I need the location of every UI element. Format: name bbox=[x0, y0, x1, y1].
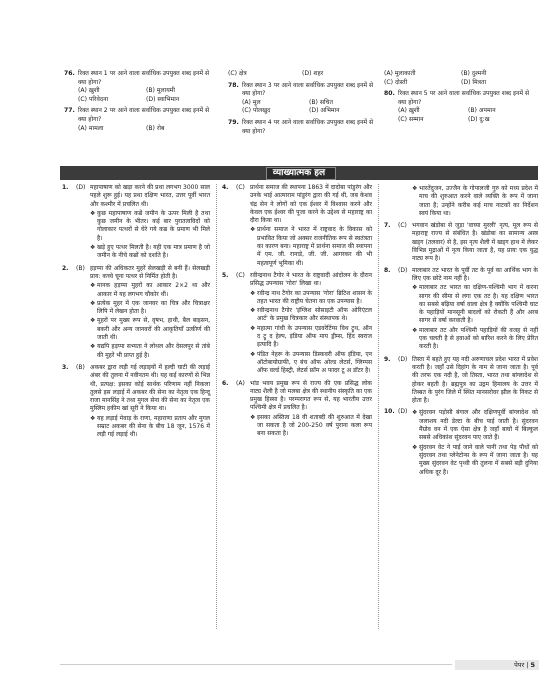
answer-number: 7. bbox=[384, 222, 391, 230]
question-text: रिक्त स्थान 4 पर आने वाला सर्वाधिक उपयुक्त शब्द इनमें से क्या होगा? bbox=[242, 118, 374, 135]
answer-body bbox=[412, 267, 538, 353]
option: (C) क्षेत्र bbox=[228, 70, 247, 77]
bullet-point bbox=[90, 415, 210, 440]
bullet-point bbox=[90, 282, 210, 299]
section-title: व्याख्यात्मक हल bbox=[272, 168, 326, 178]
option: (D) मित्रता bbox=[461, 78, 487, 86]
answer-body bbox=[250, 184, 372, 269]
question-79 bbox=[228, 119, 376, 136]
bullet-icon: ❖ bbox=[250, 289, 256, 297]
answer-number: 10. bbox=[384, 408, 395, 416]
bullet-point bbox=[90, 317, 210, 342]
question-77-continued bbox=[228, 70, 376, 79]
answer-item bbox=[222, 184, 372, 269]
footer-label: पेपर bbox=[514, 661, 525, 669]
bullet-point bbox=[90, 343, 210, 360]
answer-number: 2. bbox=[62, 264, 69, 272]
answer-item bbox=[62, 364, 210, 441]
answer-number: 6. bbox=[222, 379, 229, 387]
answer-text: महापाषाण को खड़ा करने की प्रथा लगभग 3000 साल पहले शुरू हुई। यह प्रथा दक्षिण भारत, उत्तर पूर्वी भारत और कश्मीर में प्रचलित थी। bbox=[90, 184, 210, 208]
question-text: रिक्त स्थान 2 पर आने वाला सर्वाधिक उपयुक्त शब्द इनमें से क्या होगा? bbox=[78, 107, 210, 123]
bullet-icon: ❖ bbox=[90, 299, 96, 307]
question-text: रिक्त स्थान 1 पर आने वाला सर्वाधिक उपयुक्त शब्द इनमें से क्या होगा? bbox=[78, 70, 210, 86]
bullet-icon: ❖ bbox=[90, 343, 96, 351]
option: (D) शहर bbox=[302, 70, 324, 77]
answer-item bbox=[384, 408, 538, 477]
question-number: 80. bbox=[384, 90, 395, 98]
option: (A) ख़ुशी bbox=[398, 107, 420, 115]
bullet-point bbox=[250, 351, 372, 376]
answer-item bbox=[62, 184, 210, 262]
question-80 bbox=[384, 90, 538, 124]
question-text: रिक्त स्थान 3 पर आने वाला सर्वाधिक उपयुक्त शब्द इनमें से क्या होगा? bbox=[242, 81, 374, 98]
bullet-text: कुछ महापाषाण कब्रें जमीन के ऊपर मिली है तथा कुछ जमीन के भीतर। कई बार पुरातत्वविदों को गोलाकार पत्थरों से घेरे गये कब्र के प्रमाण भी मिले है। bbox=[97, 209, 210, 242]
answer-text: भगवान खंडोबा से जुड़ा 'वाघ्या मुरली' नृत्य, मूल रूप से महाराष्ट्र राज्य से संबंधित है। खंडोबा का सामान्य अस्त्र खड्ग (तलवार) से है, इस नृत्य शैली में खड्ग हाथ में लेकर विभिन्न मुद्राओं में नृत्य किया जाता है, यह प्रायः एक युद्ध नाट्य रूप है। bbox=[412, 222, 538, 263]
bullet-icon: ❖ bbox=[250, 350, 256, 358]
answer-key: (D) bbox=[398, 266, 408, 274]
bullet-text: रवीन्द्रनाथ टैगोर 'इंग्लिश सोसाइटी ऑफ ओरिएंटल आर्ट' के प्रमुख चित्रकार और संस्थापक थे। bbox=[257, 307, 372, 323]
bullet-icon: ❖ bbox=[90, 414, 96, 422]
questions-column-1 bbox=[64, 70, 214, 136]
answer-item bbox=[384, 184, 538, 219]
bullet-icon: ❖ bbox=[412, 443, 418, 451]
answer-body bbox=[90, 265, 210, 361]
column-divider bbox=[216, 184, 217, 629]
answer-body bbox=[412, 222, 538, 263]
question-78 bbox=[228, 82, 376, 116]
answer-item bbox=[62, 265, 210, 361]
bullet-point bbox=[250, 307, 372, 324]
bullet-text: यह लड़ाई मेवाड़ के राणा, महाराणा प्रताप और मुगल सम्राट अकबर की सेना के बीच 18 जून, 1576 में लड़ी गई लड़ाई थी। bbox=[97, 414, 210, 439]
answer-number: 5. bbox=[222, 271, 229, 279]
answer-key: (D) bbox=[398, 355, 408, 363]
option: (D) स्वाभिमान bbox=[146, 95, 180, 103]
bullet-icon: ❖ bbox=[90, 244, 96, 252]
answer-text: प्रार्थना समाज की स्थापना 1863 में दादोबा पांडुरंग और उनके भाई आत्माराम पांडुरंग द्वारा की गई थी, जब केशव चंद्र सेन ने लोगों को एक ईश्वर में विश्वास करने और केवल एक ईश्वर की पूजा करने के उद्देश्य से महाराष्ट्र का दौरा किया था। bbox=[250, 184, 372, 225]
answer-body bbox=[90, 364, 210, 441]
answers-column-3 bbox=[384, 184, 538, 481]
bullet-text: मालाबार तट और पश्चिमी पहाड़ियों की वजह से नहीं एक चलती है से हवाओं को बारिश करने के लिए प्रेरित करती है। bbox=[419, 326, 538, 351]
answer-text: भांड भवय प्रमुख रूप से राज्य की एक प्रसिद्ध लोक नाट्य शैली है जो मलबा क्षेत्र की स्थानीय संस्कृति का एक प्रमुख हिस्सा है। परम्परागत रूप से, यह भारतीय उत्तर पश्चिमी क्षेत्र में प्रचलित है। bbox=[250, 379, 372, 412]
option: (D) अभिमान bbox=[309, 107, 340, 115]
bullet-point bbox=[90, 210, 210, 243]
option: (A) ख़ुशी bbox=[78, 87, 100, 95]
bullet-icon: ❖ bbox=[250, 324, 256, 332]
option: (B) मुलायमी bbox=[146, 87, 175, 95]
bullet-text: मानक हड़प्पा मुहरों का आकार 2×2 था और आकार में यह लगभग चौकोर थी। bbox=[97, 282, 210, 298]
bullet-icon: ❖ bbox=[90, 282, 96, 290]
answer-number: 8. bbox=[384, 266, 391, 274]
answer-key: (C) bbox=[236, 184, 245, 191]
answer-text: तिस्ता में बहते हुए यह नदी अरुणाचल प्रदेश भारत में प्रवेश करती है। जहाँ उसे दिहांग के नाम से जाना जाता है। पूर्व की तरफ एक नदी है, जो तिस्ता, भारत तथा बांग्लादेश से होकर बहती है। ब्रह्मपुत्र का उद्गम हिमालय के उत्तर में तिब्बत के पुरंग जिले में स्थित मानसरोवर झील के निकट से होता है। bbox=[412, 355, 538, 405]
answer-key: (B) bbox=[76, 363, 85, 371]
bullet-icon: ❖ bbox=[412, 284, 418, 292]
answers-column-2 bbox=[222, 184, 372, 443]
option: (A) मामला bbox=[78, 124, 104, 132]
answer-item bbox=[384, 356, 538, 406]
answer-body bbox=[412, 356, 538, 406]
bullet-text: सुंदरवन वेट ने पाई जाने वाले पानी तथा पेड़ पौधों को सुंदरवन तथा प्लेनेटोन्स के रूप में जाना जाता है। यह मुख्य सुंदरवन वेट पृथ्वी की तुलना में सबसे बड़ी दुनिया अधिक दूर है। bbox=[419, 443, 538, 476]
answer-text: मालाबार तट भारत के पूर्वी तट के पूर्व का आर्थिक भाग के लिए एक छोटे नाम नहीं है। bbox=[412, 266, 538, 282]
bullet-point bbox=[90, 244, 210, 261]
answer-body bbox=[90, 184, 210, 262]
bullet-text: पंडित नेहरू के उपन्यास डिस्कवरी ऑफ इंडिया, एन ऑटोबायोग्राफी, ए बंच ऑफ ओल्ड लेटर्स, ग्लिम्पस ऑफ वर्ल्ड हिस्ट्री, लेटर्स फ्रॉम अ फादर टू अ डॉटर है। bbox=[257, 350, 372, 375]
answer-item bbox=[222, 380, 372, 440]
answer-body bbox=[250, 380, 372, 440]
answer-text: हड़प्पा की अधिकतर मुहरें सेलखड़ी से बनी हैं। सेलखड़ी प्राय: कच्चे चूना पत्थर से निर्मित होती है। bbox=[90, 264, 210, 280]
option: (B) दुश्मनी bbox=[461, 70, 487, 77]
question-number: 76. bbox=[64, 70, 75, 77]
answer-number: 1. bbox=[62, 184, 69, 191]
option: (B) अपमान bbox=[468, 107, 496, 115]
bullet-icon: ❖ bbox=[250, 307, 256, 315]
answer-key: (A) bbox=[236, 379, 245, 387]
answer-text: अकबर द्वारा लड़ी गई लड़ाइयों में हल्दी घाटी की लड़ाई अंबर की तुलना में नवीनतम थी। यह कई कारणों से भिन्न थी, प्रत्यक्ष: इसका कोई सार्थक परिणाम नहीं निकला तुलसे इस लड़ाई में अकबर की सेना का नेतृत्व एक हिन्दू राजा मानसिंह ने तथा मुगल सेना की सेना का नेतृत्व एक मुस्लिम हकीम खां सूरी ने किया था। bbox=[90, 363, 210, 413]
column-divider bbox=[378, 184, 379, 629]
option: (C) दोस्ती bbox=[384, 78, 408, 86]
bullet-point bbox=[250, 226, 372, 267]
bullet-text: इसका अस्तित्व 18 वी शताब्दी की शुरुआत में देखा जा सकता है जो 200-250 वर्ष पुराना कला रूप बना सकता है। bbox=[257, 413, 372, 438]
bullet-text: रवीन्द्र नाथ टैगोर का उपन्यास 'गोरा' ब्रिटिश शासन के तहत भारत की राष्ट्रीय चेतना का एक उपन्यास है। bbox=[257, 289, 372, 305]
answer-key: (C) bbox=[236, 271, 245, 279]
option: (B) सचित bbox=[309, 98, 333, 106]
bullet-text: प्रत्येक मुहर में एक जानवर का चित्र और चित्राक्षर लिपि में लेखन होता है। bbox=[97, 299, 210, 316]
question-number: 79. bbox=[228, 118, 239, 126]
footer-rule bbox=[60, 664, 452, 665]
bullet-point bbox=[412, 409, 538, 442]
answer-text: रवीन्द्रनाथ टैगोर ने भारत के राष्ट्रवादी आंदोलन के दौरान प्रसिद्ध उपन्यास 'गोरा' लिखा था। bbox=[250, 271, 372, 288]
bullet-icon: ❖ bbox=[250, 413, 256, 421]
option: (C) सम्मान bbox=[398, 115, 424, 123]
answer-item bbox=[384, 267, 538, 353]
answer-key bbox=[398, 184, 412, 219]
question-number: 77. bbox=[64, 107, 75, 115]
bullet-text: प्रार्थना समाज ने भारत में राष्ट्रवाद के विकास को प्रभावित किया जो अक्सर राजनीतिक रूप से स्वतंत्रता का कारण बना। महाराष्ट्र में प्रार्थना समाज की स्थापना में एम. जी. रानाडे, जी. जी. आगरकर की भी महत्वपूर्ण भूमिका थी। bbox=[257, 226, 372, 267]
questions-column-3 bbox=[384, 70, 538, 128]
answer-key: (B) bbox=[76, 264, 85, 272]
bullet-icon: ❖ bbox=[412, 409, 418, 417]
answer-body bbox=[412, 408, 538, 477]
option: (B) रोब bbox=[146, 124, 165, 132]
bullet-point bbox=[412, 284, 538, 325]
bullet-point bbox=[250, 325, 372, 350]
bullet-icon: ❖ bbox=[250, 226, 256, 234]
answer-body bbox=[250, 272, 372, 377]
answer-number: 9. bbox=[384, 355, 391, 363]
question-text: रिक्त स्थान 5 पर आने वाला सर्वाधिक उपयुक्त शब्द इनमें से क्या होगा? bbox=[398, 90, 530, 106]
bullet-point bbox=[250, 290, 372, 307]
bullet-text: मुहरों पर मुख्य रूप से, वृषभ, हाथी, बैल बाइसन, बकरी और अन्य जानवरों की आकृतियाँ उत्कीर्ण की जाती थी। bbox=[97, 317, 210, 342]
bullet-point bbox=[90, 300, 210, 317]
answer-key: (D) bbox=[76, 184, 86, 191]
bullet-icon: ❖ bbox=[412, 185, 418, 192]
question-number: 78. bbox=[228, 81, 239, 89]
answer-body bbox=[412, 184, 538, 219]
answer-item bbox=[384, 222, 538, 263]
bullet-icon: ❖ bbox=[412, 326, 418, 334]
option: (C) पोलखुद bbox=[242, 107, 271, 115]
questions-column-2 bbox=[228, 70, 376, 139]
answer-item bbox=[222, 272, 372, 377]
option: (A) मूल bbox=[242, 98, 261, 106]
footer-separator: | bbox=[526, 661, 529, 669]
bullet-text: मालाबार तट भारत का दक्षिण-पश्चिमी भाग में करना सागर की सीमा से लगा एक तट है। यह दक्षिण भारत का सबसे बढ़िया वर्षा वाला क्षेत्र है क्योंकि पश्चिमी घाट के पहाड़ियों मानसूनी बादलों को रोकती हैं और अरब सागर से वर्षा करवाती है। bbox=[419, 284, 538, 325]
section-banner bbox=[60, 166, 538, 180]
bullet-text: यद्यपि हड़प्पा सभ्यता ने लोथल और देसलपुर से तांबे की मुहरें भी प्राप्त हुई है। bbox=[97, 343, 210, 359]
page-footer bbox=[455, 660, 539, 670]
bullet-text: महात्मा गांधी के उपन्यास एडवरेटिंग्स विथ ट्रूथ, ऑन द ट्रू द हेल्प, इंडिया ऑफ माय ड्रीम्स, हिंद स्वराज इत्यादि है। bbox=[257, 324, 372, 349]
bullet-text: खड़े हुए पत्थर मिलती है। यही एक मात्र प्रमाण है जो जमीन के नीचे कब्रों को दर्शाते है। bbox=[97, 244, 210, 260]
answer-number: 4. bbox=[222, 184, 229, 191]
bullet-icon: ❖ bbox=[90, 317, 96, 325]
question-79-options bbox=[384, 70, 538, 87]
option: (D) दु:ख bbox=[468, 115, 490, 123]
question-77 bbox=[64, 107, 214, 133]
answer-key: (C) bbox=[398, 222, 407, 230]
question-76 bbox=[64, 70, 214, 104]
bullet-point bbox=[412, 185, 538, 218]
option: (A) मुलाकाती bbox=[384, 70, 416, 77]
bullet-point bbox=[412, 327, 538, 352]
bullet-point bbox=[412, 444, 538, 477]
option: (C) परिवेदना bbox=[78, 95, 109, 103]
page-number: 5 bbox=[530, 661, 535, 669]
bullet-icon: ❖ bbox=[90, 209, 96, 217]
answer-key: (D) bbox=[398, 408, 408, 416]
bullet-text: भारतेंदुजन, उज्जैन के गोपालजी गुरु को मध्य प्रदेश में माच की शुरुआत करने वाले व्यक्ति के रूप में जाना जाता है; उन्होंने करीब कई माच नाटकों का निर्देशन स्वयं किया था। bbox=[419, 185, 538, 217]
bullet-point bbox=[250, 414, 372, 439]
answers-column-1 bbox=[62, 184, 210, 444]
bullet-text: सुंदरवन पड़ोसी बंगाल और दक्षिणपूर्वी बांग्लादेश को जलाशय नदी डेल्टा के बीच पाई जाती है। सुंदरवन मैंग्रोव वन में एक ऐसा क्षेत्र है जहाँ बाघों में बिल्कुल सबसे अधिकांश सुंदरवन पाए जाते हैं। bbox=[419, 409, 538, 442]
answer-number: 3. bbox=[62, 363, 69, 371]
answer-number bbox=[384, 184, 398, 219]
